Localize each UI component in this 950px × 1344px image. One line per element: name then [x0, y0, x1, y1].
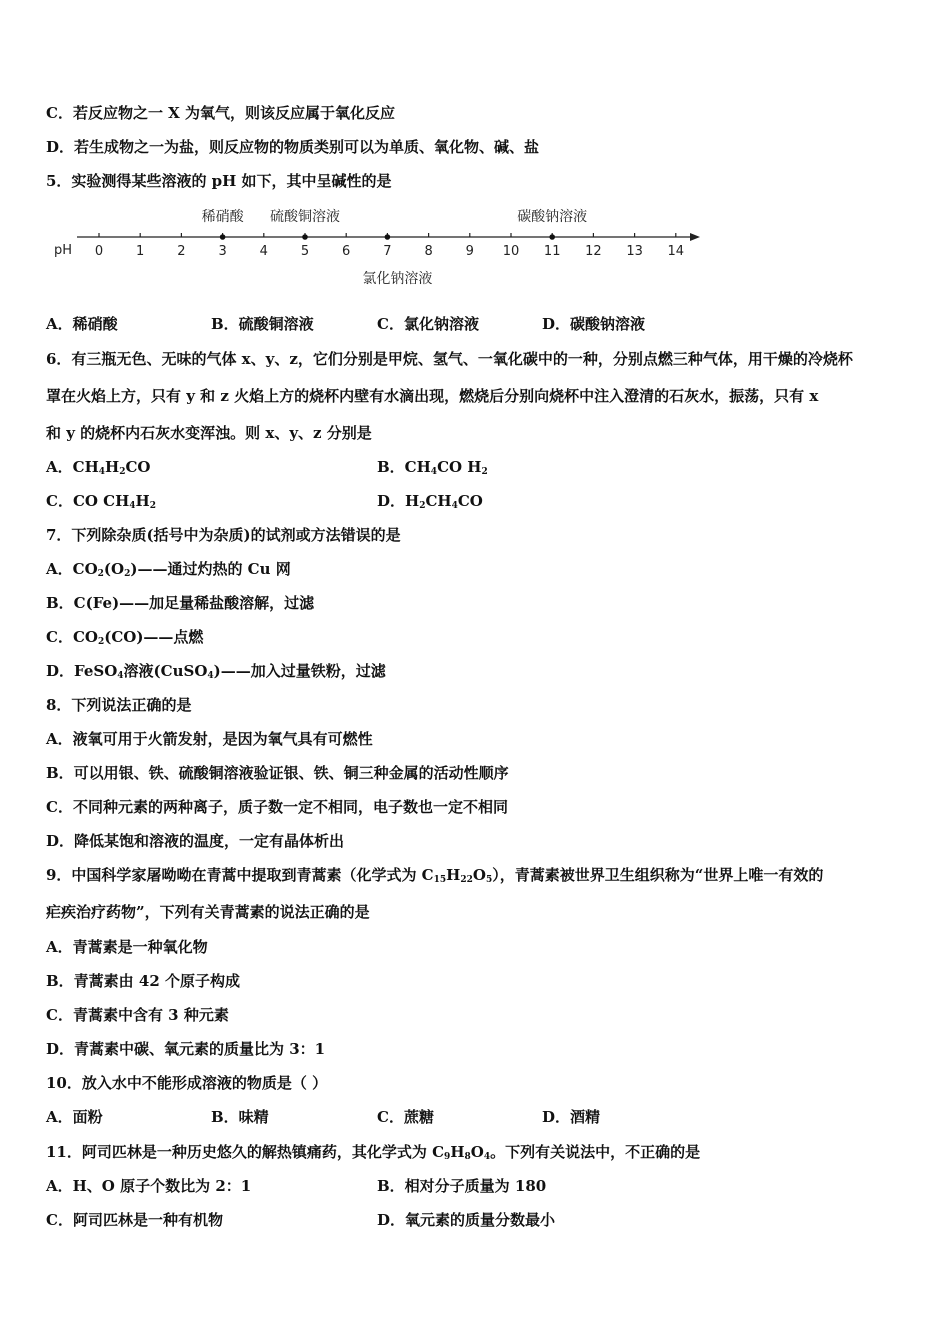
- ph-scale-figure: [50, 200, 710, 295]
- q10-stem: 10．放入水中不能形成溶液的物质是（ ）: [46, 1074, 328, 1092]
- q5-option-a: A．稀硝酸: [46, 315, 118, 333]
- q9-stem-line-1: 9．中国科学家屠呦呦在青蒿中提取到青蒿素（化学式为 $C_{15}H_{22}O_5$），青蒿素被世界卫生组织称为“世界上唯一有效的: [46, 866, 824, 885]
- q6-stem-line-2: 罩在火焰上方，只有 y 和 z 火焰上方的烧杯内壁有水滴出现，燃烧后分别向烧杯中注入澄清的石灰水，振荡，只有 x: [46, 387, 819, 405]
- ph-axis-arrow: [690, 233, 700, 241]
- q6-stem-line-3: 和 y 的烧杯内石灰水变浑浊。则 x、y、z 分别是: [46, 424, 372, 442]
- q9-option-a: A．青蒿素是一种氧化物: [46, 938, 208, 956]
- ph-marker-dot: [302, 234, 308, 240]
- q6-option-b: B．$CH_4CO$ $H_2$: [377, 458, 488, 477]
- q11-stem: 11．阿司匹林是一种历史悠久的解热镇痛药，其化学式为 $C_9H_8O_4$。下列有关说法中，不正确的是: [46, 1143, 701, 1162]
- q8-option-b: B．可以用银、铁、硫酸铜溶液验证银、铁、铜三种金属的活动性顺序: [46, 764, 509, 782]
- q6-option-a: A．$CH_4H_2CO$: [46, 458, 151, 477]
- ph-tick-label: 12: [585, 244, 602, 259]
- q5-option-b: B．硫酸铜溶液: [211, 315, 314, 333]
- q9-option-c: C．青蒿素中含有 3 种元素: [46, 1006, 229, 1024]
- ph-marker-dot: [220, 234, 226, 240]
- q8-stem: 8．下列说法正确的是: [46, 696, 192, 714]
- ph-marker-label: 碳酸钠溶液: [517, 209, 588, 225]
- q6-stem-line-1: 6．有三瓶无色、无味的气体 x、y、z，它们分别是甲烷、氢气、一氧化碳中的一种，分别点燃三种气体，用干燥的冷烧杯: [46, 350, 853, 368]
- ph-tick-label: 3: [218, 244, 227, 259]
- q10-option-c: C．蔗糖: [377, 1108, 434, 1126]
- q8-option-a: A．液氧可用于火箭发射，是因为氧气具有可燃性: [46, 730, 373, 748]
- q8-option-d: D．降低某饱和溶液的温度，一定有晶体析出: [46, 832, 345, 850]
- q7-stem: 7．下列除杂质(括号中为杂质)的试剂或方法错误的是: [46, 526, 401, 544]
- ph-tick-label: 4: [259, 244, 268, 259]
- ph-tick-label: 2: [177, 244, 186, 259]
- q5-stem: 5．实验测得某些溶液的 pH 如下，其中呈碱性的是: [46, 172, 392, 190]
- q11-option-d: D．氧元素的质量分数最小: [377, 1211, 556, 1229]
- q11-option-a: A．H、O 原子个数比为 2：1: [46, 1177, 252, 1195]
- ph-marker-label: 稀硝酸: [201, 209, 244, 225]
- q10-option-b: B．味精: [211, 1108, 269, 1126]
- ph-tick-label: 14: [667, 244, 685, 259]
- ph-marker-label: 氯化钠溶液: [362, 271, 433, 287]
- q9-option-d: D．青蒿素中碳、氧元素的质量比为 3：1: [46, 1040, 326, 1058]
- q7-option-c: C．$CO_2(CO)——$点燃: [46, 628, 204, 647]
- q6-option-c: C．CO $CH_4H_2$: [46, 492, 156, 511]
- ph-tick-label: 0: [94, 244, 104, 259]
- ph-marker-dot: [549, 234, 555, 240]
- ph-tick-label: 8: [424, 244, 433, 259]
- ph-marker-label: 硫酸铜溶液: [270, 209, 340, 225]
- q5-option-c: C．氯化钠溶液: [377, 315, 479, 333]
- q8-option-c: C．不同种元素的两种离子，质子数一定不相同，电子数也一定不相同: [46, 798, 508, 816]
- q5-option-d: D．碳酸钠溶液: [542, 315, 646, 333]
- q7-option-b: B．C(Fe)——加足量稀盐酸溶解，过滤: [46, 594, 315, 612]
- ph-tick-label: 5: [300, 244, 310, 259]
- q4-option-c: C．若反应物之一 X 为氧气，则该反应属于氧化反应: [46, 104, 396, 122]
- ph-tick-label: 11: [543, 244, 561, 259]
- q11-option-c: C．阿司匹林是一种有机物: [46, 1211, 223, 1229]
- ph-tick-label: 7: [383, 244, 392, 259]
- q4-option-d: D．若生成物之一为盐，则反应物的物质类别可以为单质、氧化物、碱、盐: [46, 138, 540, 156]
- ph-tick-label: 6: [342, 244, 351, 259]
- q7-option-d: D．FeSO$_4$溶液(CuSO$_4$)——加入过量铁粉，过滤: [46, 662, 386, 681]
- ph-tick-label: 13: [626, 244, 643, 259]
- q10-option-a: A．面粉: [46, 1108, 103, 1126]
- q7-option-a: A．$CO_2(O_2)——$通过灼热的 Cu 网: [46, 560, 291, 579]
- ph-marker-dot: [385, 234, 391, 240]
- ph-axis-label: pH: [54, 243, 73, 258]
- q10-option-d: D．酒精: [542, 1108, 601, 1126]
- q6-option-d: D．$H_2CH_4CO$: [377, 492, 483, 511]
- q9-stem-line-2: 疟疾治疗药物”，下列有关青蒿素的说法正确的是: [46, 903, 370, 921]
- ph-tick-label: 10: [502, 244, 520, 259]
- q9-option-b: B．青蒿素由 42 个原子构成: [46, 972, 240, 990]
- ph-tick-label: 1: [136, 244, 145, 259]
- ph-tick-label: 9: [465, 244, 474, 259]
- q11-option-b: B．相对分子质量为 180: [377, 1177, 547, 1195]
